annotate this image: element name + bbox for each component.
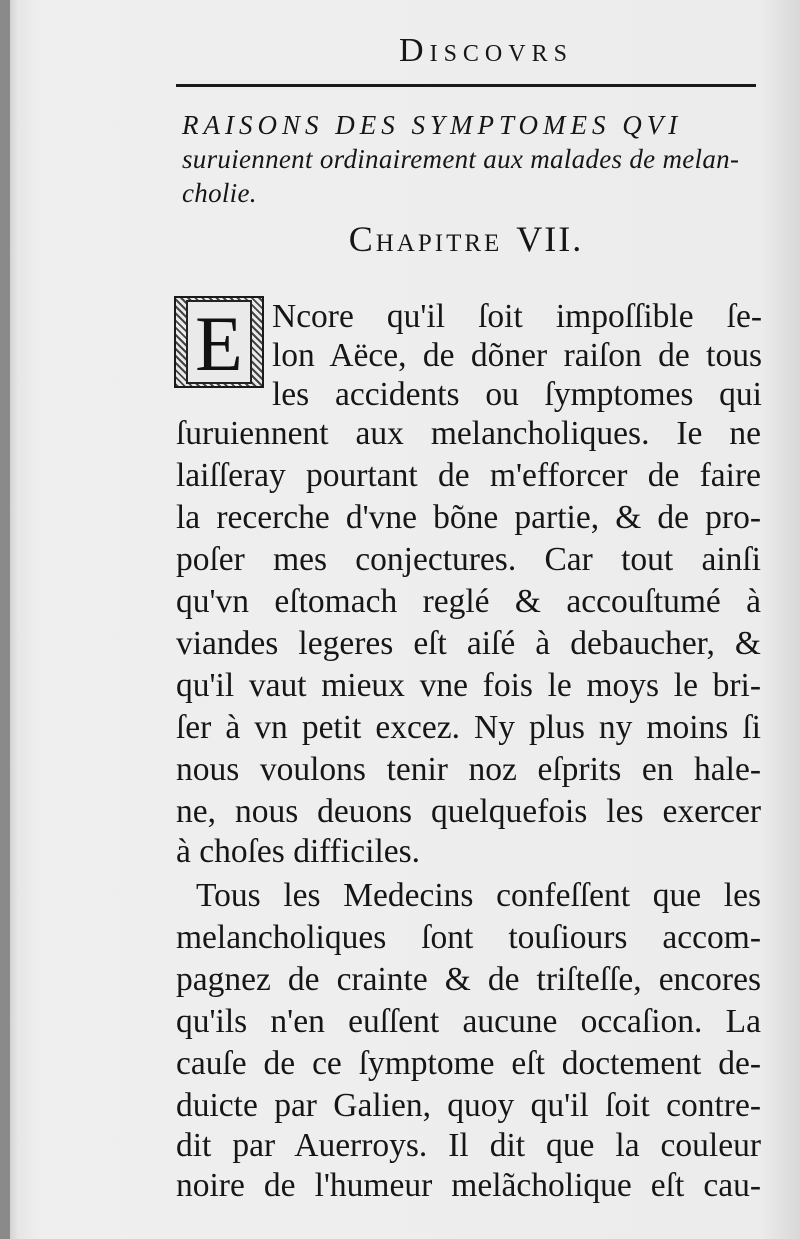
text-line: lon Aëce, de dõner raiſon de tous — [272, 337, 762, 374]
chapter-title — [182, 108, 767, 210]
text-line: qu'ils n'en euſſent aucune occaſion. La — [176, 1003, 761, 1040]
text-line: à choſes difficiles. — [176, 833, 421, 870]
text-line: duicte par Galien, quoy qu'il ſoit contre- — [176, 1087, 761, 1124]
text-line: viandes legeres eſt aiſé à debaucher, & — [176, 625, 761, 662]
text-line: nous voulons tenir noz eſprits en hale- — [176, 751, 761, 788]
text-line: ſuruiennent aux melancholiques. Ie ne — [176, 415, 761, 452]
text-line: melancholiques ſont touſiours accom- — [176, 919, 761, 956]
text-line: Tous les Medecins confeſſent que les — [196, 877, 761, 914]
chapter-title-line: suruiennent ordinairement aux malades de melan- — [182, 144, 740, 174]
text-line: la recerche d'vne bõne partie, & de pro- — [176, 499, 761, 536]
text-line: poſer mes conjectures. Car tout ainſi — [176, 541, 761, 578]
chapter-title-line: RAISONS DES SYMPTOMES QVI — [182, 110, 683, 140]
text-line: pagnez de crainte & de triſteſſe, encores — [176, 961, 761, 998]
header-rule — [176, 84, 756, 87]
chapter-word: Chapitre — [348, 219, 503, 259]
chapter-heading — [176, 218, 756, 260]
text-line: qu'vn eſtomach reglé & accouſtumé à — [176, 583, 761, 620]
text-line: laiſſeray pourtant de m'efforcer de faire — [176, 457, 761, 494]
running-head: Discovrs — [399, 32, 573, 69]
text-line: les accidents ou ſymptomes qui — [272, 376, 762, 413]
text-line: qu'il vaut mieux vne fois le moys le bri- — [176, 667, 761, 704]
chapter-title-line: cholie. — [182, 178, 257, 208]
text-line: cauſe de ce ſymptome eſt doctement de- — [176, 1045, 761, 1082]
text-line: ne, nous deuons quelquefois les exercer — [176, 793, 761, 830]
chapter-number: VII. — [516, 219, 584, 259]
text-line: dit par Auerroys. Il dit que la couleur — [176, 1127, 761, 1164]
text-line: ſer à vn petit excez. Ny plus ny moins ſi — [176, 709, 761, 746]
text-line: Ncore qu'il ſoit impoſſible ſe- — [272, 298, 762, 335]
page-gutter-shadow — [0, 0, 10, 1239]
drop-cap-letter: E — [186, 300, 252, 384]
text-line: noire de l'humeur melãcholique eſt cau- — [176, 1167, 761, 1204]
decorated-initial — [174, 296, 264, 388]
